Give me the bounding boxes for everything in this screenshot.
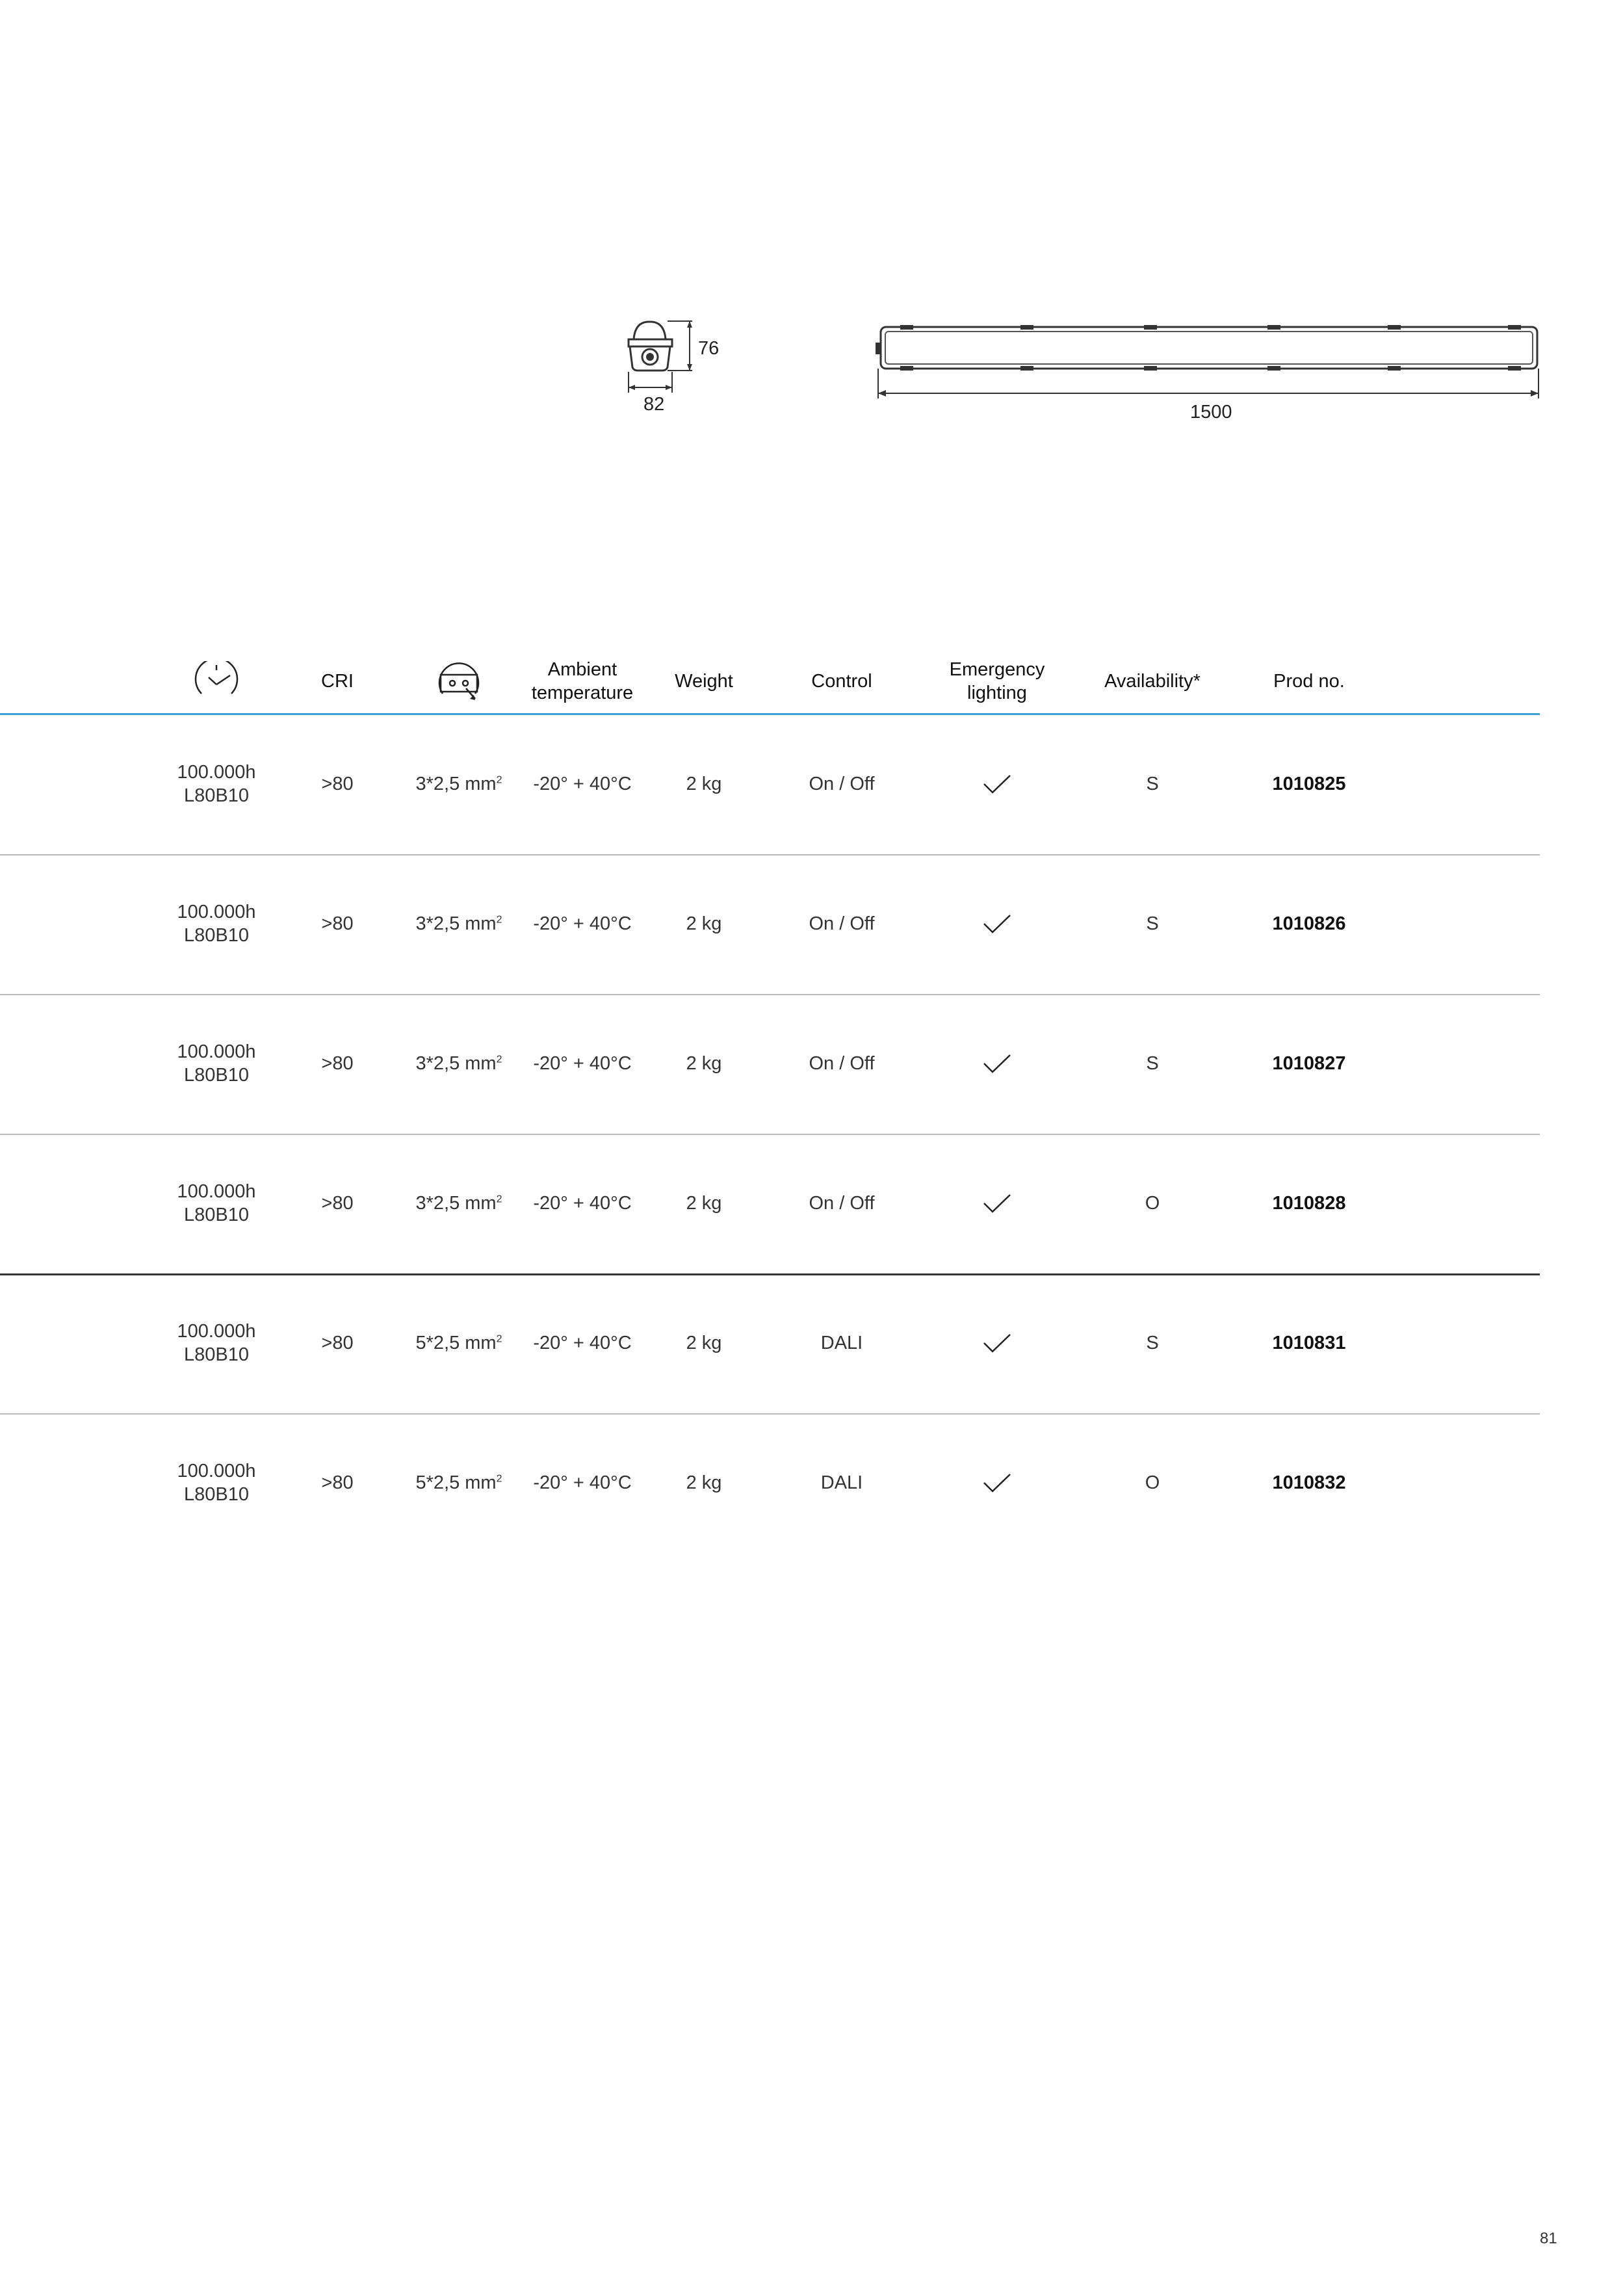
cell-connection-value: 3*2,5 mm (415, 774, 497, 794)
header-ambient-line1: Ambient (547, 659, 617, 680)
cell-connection-value: 5*2,5 mm (415, 1472, 497, 1493)
cell-cri: >80 (321, 1333, 354, 1353)
luminaire-side-view-icon (874, 322, 1544, 400)
cell-lifetime (177, 1320, 256, 1366)
cell-control: DALI (820, 1333, 863, 1353)
cell-connection (415, 1331, 502, 1355)
cell-connection-superscript: 2 (496, 914, 502, 926)
cell-ambient-temperature: -20° + 40°C (533, 1333, 632, 1353)
cell-prod-no: 1010826 (1272, 913, 1346, 934)
cell-availability: S (1146, 1053, 1159, 1074)
cell-lifetime-line1: 100.000h (177, 1041, 256, 1062)
header-ambient-line2: temperature (531, 683, 634, 703)
cell-lifetime (177, 1180, 256, 1227)
check-icon (982, 1052, 1012, 1075)
cell-lifetime (177, 761, 256, 807)
cell-availability: S (1146, 913, 1159, 934)
cell-connection-superscript: 2 (496, 1333, 502, 1345)
end-view-width-label: 82 (643, 394, 665, 415)
row-separator (0, 854, 1540, 855)
cell-connection-value: 3*2,5 mm (415, 913, 497, 934)
check-icon (982, 1332, 1012, 1354)
cell-ambient-temperature: -20° + 40°C (533, 913, 632, 934)
header-emergency-lighting (950, 658, 1045, 705)
cell-connection-superscript: 2 (496, 1473, 502, 1485)
header-weight: Weight (675, 671, 733, 692)
row-separator (0, 1413, 1540, 1415)
cell-cri: >80 (321, 1472, 354, 1493)
cell-lifetime (177, 1040, 256, 1087)
cell-prod-no: 1010832 (1272, 1472, 1346, 1493)
cell-ambient-temperature: -20° + 40°C (533, 1053, 632, 1074)
cell-control: On / Off (809, 774, 875, 794)
cell-prod-no: 1010831 (1272, 1333, 1346, 1353)
cell-ambient-temperature: -20° + 40°C (533, 1472, 632, 1493)
page-number: 81 (1540, 2230, 1557, 2247)
lifetime-clock-icon (190, 661, 243, 701)
cell-lifetime-line1: 100.000h (177, 1461, 256, 1481)
cell-weight: 2 kg (686, 774, 722, 794)
cell-availability: S (1146, 1333, 1159, 1353)
header-accent-rule (0, 713, 1540, 715)
check-icon (982, 773, 1012, 795)
cell-lifetime-line1: 100.000h (177, 762, 256, 783)
cell-lifetime-line2: L80B10 (184, 925, 249, 946)
check-icon (982, 913, 1012, 935)
cell-connection (415, 1052, 502, 1075)
cell-connection-superscript: 2 (496, 774, 502, 786)
cell-connection (415, 772, 502, 796)
cell-lifetime-line1: 100.000h (177, 1321, 256, 1342)
cell-availability: S (1146, 774, 1159, 794)
cell-lifetime-line2: L80B10 (184, 1484, 249, 1505)
cell-connection-superscript: 2 (496, 1054, 502, 1065)
cell-lifetime-line2: L80B10 (184, 1344, 249, 1365)
cell-lifetime (177, 900, 256, 947)
cell-lifetime-line1: 100.000h (177, 1181, 256, 1202)
header-emergency-line2: lighting (967, 683, 1027, 703)
cell-cri: >80 (321, 774, 354, 794)
check-icon (982, 1472, 1012, 1494)
cell-control: DALI (820, 1472, 863, 1493)
cell-lifetime-line1: 100.000h (177, 902, 256, 922)
cell-lifetime-line2: L80B10 (184, 1065, 249, 1086)
cell-lifetime (177, 1459, 256, 1506)
cell-weight: 2 kg (686, 913, 722, 934)
row-separator (0, 994, 1540, 995)
header-emergency-line1: Emergency (949, 659, 1045, 680)
cell-control: On / Off (809, 913, 875, 934)
check-icon (982, 1192, 1012, 1214)
cell-control: On / Off (809, 1193, 875, 1214)
header-availability: Availability* (1104, 671, 1201, 692)
cell-cri: >80 (321, 1053, 354, 1074)
row-separator (0, 1134, 1540, 1135)
cell-weight: 2 kg (686, 1053, 722, 1074)
cell-connection-superscript: 2 (496, 1194, 502, 1205)
side-view-length-label: 1500 (1190, 402, 1232, 423)
cell-connection-value: 5*2,5 mm (415, 1333, 497, 1353)
cell-connection (415, 1192, 502, 1215)
cell-connection (415, 912, 502, 935)
cell-prod-no: 1010827 (1272, 1053, 1346, 1074)
cell-lifetime-line2: L80B10 (184, 785, 249, 806)
cell-weight: 2 kg (686, 1472, 722, 1493)
cell-connection-value: 3*2,5 mm (415, 1193, 497, 1214)
terminal-block-icon (432, 660, 486, 703)
cell-cri: >80 (321, 913, 354, 934)
cell-connection (415, 1471, 502, 1494)
cell-cri: >80 (321, 1193, 354, 1214)
cell-weight: 2 kg (686, 1193, 722, 1214)
cell-availability: O (1145, 1472, 1160, 1493)
cell-control: On / Off (809, 1053, 875, 1074)
header-control: Control (811, 671, 872, 692)
header-prod-no: Prod no. (1273, 671, 1345, 692)
cell-availability: O (1145, 1193, 1160, 1214)
header-ambient-temperature (532, 658, 633, 705)
cell-prod-no: 1010825 (1272, 774, 1346, 794)
cell-ambient-temperature: -20° + 40°C (533, 1193, 632, 1214)
row-separator (0, 1273, 1540, 1275)
cell-ambient-temperature: -20° + 40°C (533, 774, 632, 794)
cell-connection-value: 3*2,5 mm (415, 1053, 497, 1074)
end-view-height-label: 76 (698, 338, 720, 359)
cell-weight: 2 kg (686, 1333, 722, 1353)
cell-prod-no: 1010828 (1272, 1193, 1346, 1214)
cell-lifetime-line2: L80B10 (184, 1205, 249, 1225)
header-cri: CRI (321, 671, 354, 692)
